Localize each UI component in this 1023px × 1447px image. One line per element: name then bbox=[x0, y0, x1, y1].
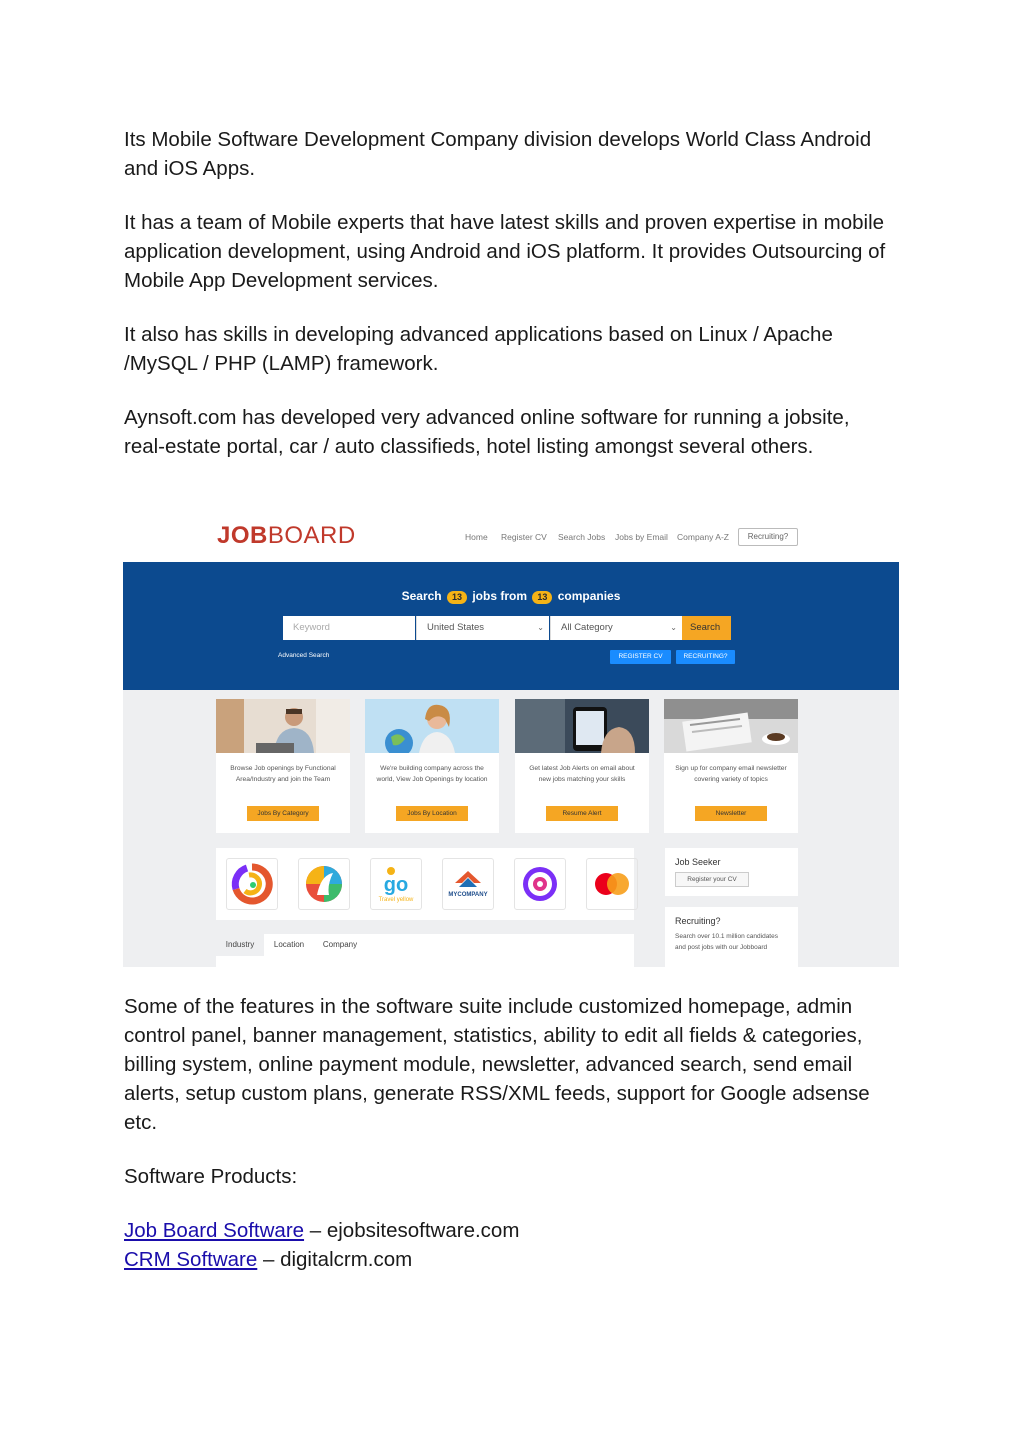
card-text: Sign up for company email newsletter covering variety of topics bbox=[675, 765, 787, 783]
card-text: Get latest Job Alerts on email about new jobs matching your skills bbox=[529, 765, 635, 783]
card-jobs-by-category bbox=[216, 699, 350, 833]
product-line: Job Board Software – ejobsitesoftware.com bbox=[124, 1219, 520, 1242]
job-seeker-box bbox=[665, 848, 798, 896]
chevron-down-icon: ⌄ bbox=[670, 623, 677, 632]
bird-logo[interactable] bbox=[298, 858, 350, 910]
eye-logo[interactable] bbox=[514, 858, 566, 910]
lamp-paragraph: It also has skills in developing advanced applications based on Linux / Apache /MySQL / PHP (LAMP) framework. bbox=[124, 323, 833, 375]
nav-search-jobs[interactable]: Search Jobs bbox=[558, 532, 606, 542]
jobs-by-category-button[interactable]: Jobs By Category bbox=[247, 806, 319, 821]
svg-text:Travel yellow: Travel yellow bbox=[378, 897, 414, 903]
svg-text:go: go bbox=[383, 874, 409, 896]
intro-paragraph: Its Mobile Software Development Company division develops World Class Android and iOS Apps. bbox=[124, 128, 872, 180]
resume-alert-button[interactable]: Resume Alert bbox=[546, 806, 618, 821]
chevron-down-icon: ⌄ bbox=[537, 623, 544, 632]
features-paragraph: Some of the features in the software suite include customized homepage, admin control panel, banner management, statistics, ability to edit all fields & categories, billing system, online payment module, newsletter, advanced search, send email alerts, setup custom plans, generate RSS/XML feeds, support for Google adsense etc. bbox=[124, 995, 870, 1134]
newsletter-button[interactable]: Newsletter bbox=[695, 806, 767, 821]
jobboard-header bbox=[123, 510, 899, 562]
svg-text:MYCOMPANY: MYCOMPANY bbox=[448, 892, 488, 898]
go-travel-yellow-logo[interactable] bbox=[370, 858, 422, 910]
aynsoft-paragraph: Aynsoft.com has developed very advanced online software for running a jobsite, real-estate portal, car / auto classifieds, hotel listing amongst several others. bbox=[124, 406, 850, 458]
recruiting-button[interactable]: Recruiting? bbox=[738, 528, 798, 546]
card-jobs-by-location bbox=[365, 699, 499, 833]
phone-in-hand-image bbox=[515, 699, 649, 753]
product-line: CRM Software – digitalcrm.com bbox=[124, 1248, 413, 1271]
search-button[interactable]: Search bbox=[682, 616, 731, 640]
jobs-by-location-button[interactable]: Jobs By Location bbox=[396, 806, 468, 821]
card-text: Browse Job openings by Functional Area/Industry and join the Team bbox=[230, 765, 336, 783]
man-at-laptop-image bbox=[216, 699, 350, 753]
woman-with-globe-image bbox=[365, 699, 499, 753]
nav-home[interactable]: Home bbox=[465, 532, 488, 542]
jobboard-screenshot bbox=[123, 510, 899, 967]
job-board-software-link[interactable]: Job Board Software bbox=[124, 1219, 305, 1242]
job-seeker-title: Job Seeker bbox=[675, 857, 721, 867]
jobboard-logo: JOBBOARD bbox=[217, 522, 356, 549]
circles-logo[interactable] bbox=[586, 858, 638, 910]
card-resume-alert bbox=[515, 699, 649, 833]
software-products-heading: Software Products: bbox=[124, 1165, 298, 1188]
jobs-count-badge: 13 bbox=[447, 591, 467, 604]
advanced-search-link[interactable]: Advanced Search bbox=[278, 652, 330, 659]
recruiting-title: Recruiting? bbox=[675, 916, 721, 926]
nav-register-cv[interactable]: Register CV bbox=[501, 532, 547, 542]
recruiting-box bbox=[665, 907, 798, 967]
country-select[interactable]: United States ⌄ bbox=[416, 616, 549, 640]
products-list bbox=[124, 1216, 894, 1274]
hero-recruiting-button[interactable]: RECRUITING? bbox=[676, 650, 735, 664]
tab-company[interactable]: Company bbox=[322, 940, 358, 949]
card-text: We're building company across the world, View Job Openings by location bbox=[376, 765, 488, 783]
card-newsletter bbox=[664, 699, 798, 833]
nav-jobs-by-email[interactable]: Jobs by Email bbox=[615, 532, 668, 542]
newspaper-coffee-image bbox=[664, 699, 798, 753]
tab-location[interactable]: Location bbox=[273, 940, 305, 949]
mycompany-logo[interactable] bbox=[442, 858, 494, 910]
browse-tabs bbox=[216, 934, 634, 967]
hero-title: Search 13 jobs from 13 companies bbox=[401, 589, 621, 603]
register-your-cv-button[interactable]: Register your CV bbox=[675, 872, 749, 887]
category-select[interactable]: All Category ⌄ bbox=[550, 616, 682, 640]
companies-count-badge: 13 bbox=[532, 591, 552, 604]
crm-software-link[interactable]: CRM Software bbox=[124, 1248, 258, 1271]
mobile-experts-paragraph: It has a team of Mobile experts that have latest skills and proven expertise in mobile application development, using Android and iOS platform. It provides Outsourcing of Mobile App Development services. bbox=[124, 211, 886, 292]
swirl-logo[interactable] bbox=[226, 858, 278, 910]
keyword-input[interactable]: Keyword bbox=[283, 616, 415, 640]
tab-industry[interactable]: Industry bbox=[216, 934, 264, 956]
hero-search bbox=[123, 562, 899, 690]
recruiting-text: Search over 10.1 million candidates and post jobs with our Jobboard bbox=[675, 933, 778, 951]
register-cv-button[interactable]: REGISTER CV bbox=[610, 650, 671, 664]
company-logos-panel bbox=[216, 848, 634, 920]
nav-company-az[interactable]: Company A-Z bbox=[677, 532, 729, 542]
